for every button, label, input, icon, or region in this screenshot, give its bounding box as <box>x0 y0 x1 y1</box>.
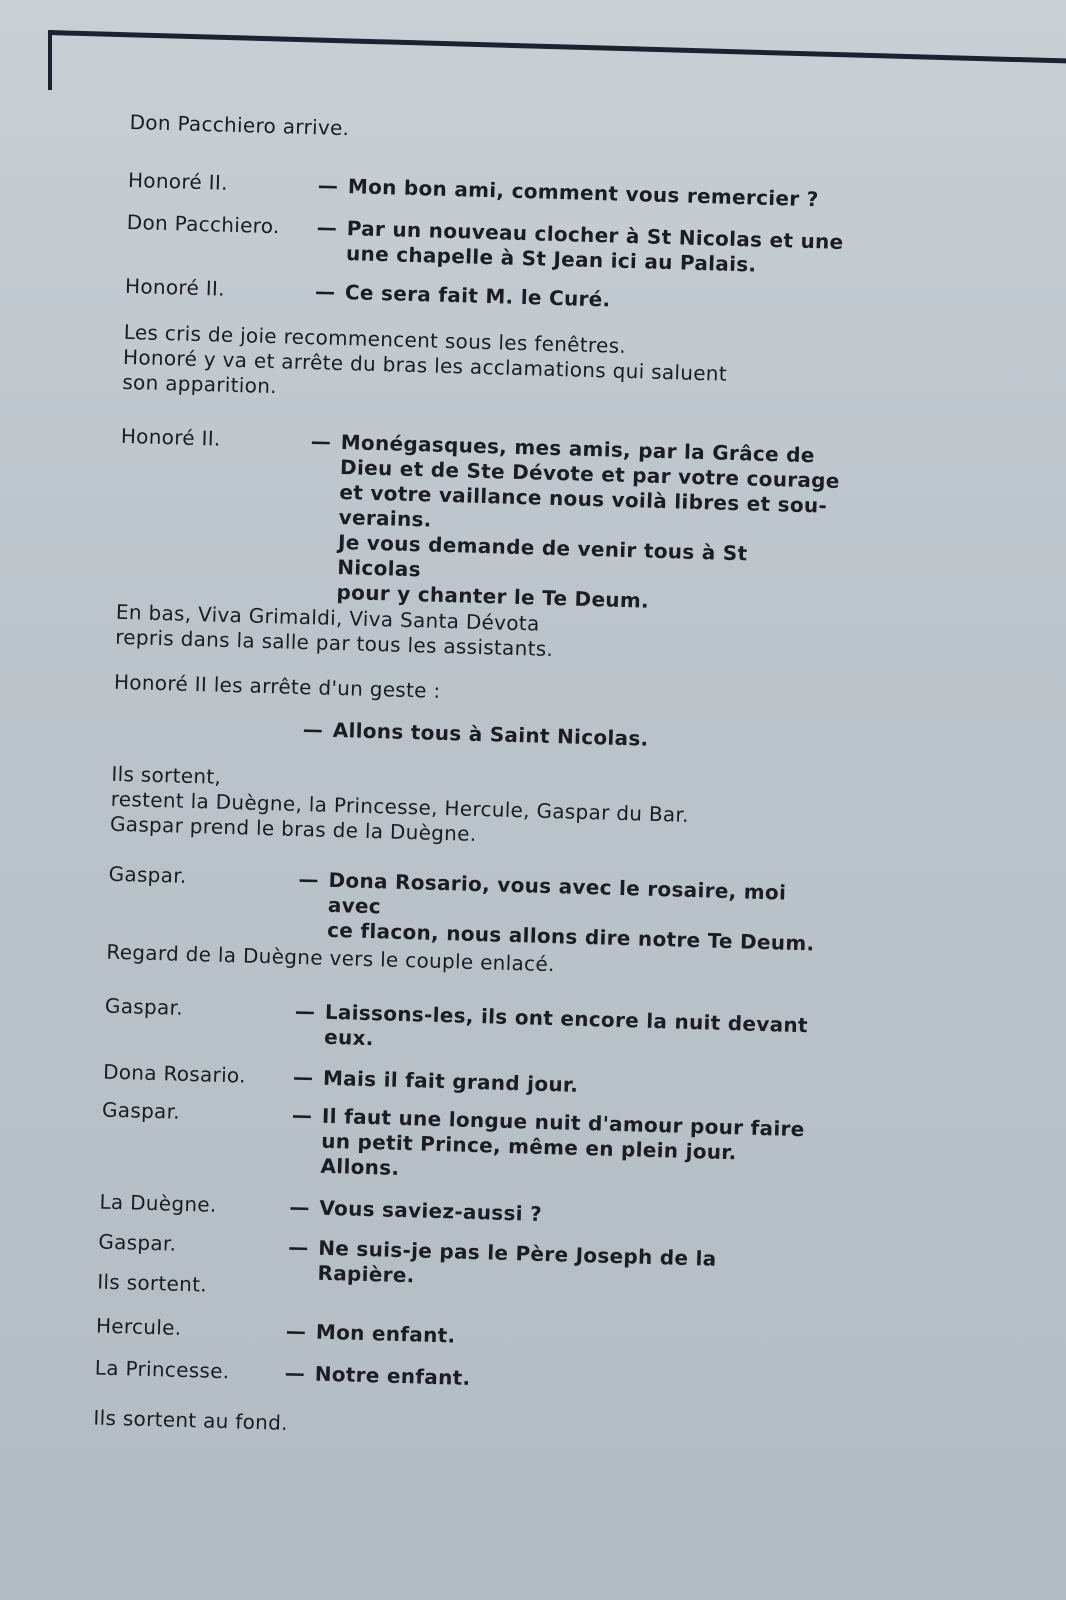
dialogue-dash: — <box>310 429 332 454</box>
dialogue-text: Vous saviez-aussi ? <box>319 1195 543 1226</box>
page-frame-left-border <box>48 30 52 90</box>
speaker-name: Gaspar. <box>98 1229 177 1256</box>
speaker-name: Gaspar. <box>104 993 184 1020</box>
dialogue-text: Mon enfant. <box>315 1319 456 1348</box>
dialogue-dash: — <box>292 1064 314 1090</box>
stage-direction-arrete: Honoré II les arrête d'un geste : <box>113 669 441 703</box>
dialogue-dash: — <box>284 1360 306 1386</box>
dialogue-dash: — <box>302 717 324 742</box>
dialogue-line <box>125 274 946 327</box>
dialogue-dash: — <box>289 1194 311 1220</box>
speaker-name: Honoré II. <box>120 423 221 451</box>
stage-direction-sortent: Ils sortent, restent la Duègne, la Princesse, Hercule, Gaspar du Bar. Gaspar prend le bras de la Duègne. <box>109 761 690 846</box>
stage-direction-sortent: Ils sortent. <box>96 1269 208 1297</box>
dialogue-text: Ne suis-je pas le Père Joseph de la Rapière. <box>317 1235 717 1288</box>
speaker-name: Hercule. <box>95 1313 182 1340</box>
dialogue-text: Dona Rosario, vous avec le rosaire, moi avec ce flacon, nous allons dire notre Te Deum. <box>326 867 815 956</box>
dialogue-line <box>112 712 933 765</box>
dialogue-dash: — <box>291 1102 313 1128</box>
dialogue-text: Monégasques, mes amis, par la Grâce de Dieu et de Ste Dévote et par votre courage et votre vaillance nous voilà libres et sou- verains. Je vous demande de venir tous à St Nicolas pour y chanter le Te Deum. <box>336 430 841 613</box>
dialogue-text: Ce sera fait M. le Curé. <box>344 280 611 312</box>
dialogue-dash: — <box>287 1234 309 1260</box>
dialogue-text: Laissons-les, ils ont encore la nuit devant eux. <box>323 999 809 1051</box>
dialogue-dash: — <box>294 998 316 1024</box>
dialogue-text: Allons tous à Saint Nicolas. <box>332 717 649 751</box>
dialogue-line <box>104 993 925 1051</box>
dialogue-text: Il faut une longue nuit d'amour pour faire un petit Prince, même en plein jour. Allons. <box>320 1103 805 1180</box>
dialogue-text: Mais il fait grand jour. <box>322 1065 579 1097</box>
stage-direction-sortent-fond: Ils sortent au fond. <box>93 1405 289 1435</box>
dialogue-dash: — <box>285 1318 307 1344</box>
speaker-name: Gaspar. <box>108 861 187 888</box>
dialogue-dash: — <box>316 215 338 240</box>
speaker-name: Dona Rosario. <box>102 1059 247 1088</box>
dialogue-text: Mon bon ami, comment vous remercier ? <box>347 174 819 212</box>
speaker-name: La Princesse. <box>94 1355 230 1384</box>
stage-direction-enbas: En bas, Viva Grimaldi, Viva Santa Dévota repris dans la salle par tous les assistants. <box>114 599 554 662</box>
page-frame-top-border <box>48 30 1066 64</box>
dialogue-dash: — <box>317 173 339 198</box>
dialogue-line <box>108 861 929 956</box>
dialogue-line <box>126 209 947 277</box>
speaker-name: Gaspar. <box>101 1097 181 1124</box>
dialogue-text: Notre enfant. <box>314 1361 471 1390</box>
dialogue-dash: — <box>314 279 336 304</box>
stage-direction-regard: Regard de la Duègne vers le couple enlacé. <box>106 939 556 977</box>
speaker-name: Don Pacchiero. <box>126 209 280 239</box>
dialogue-line <box>120 423 941 613</box>
dialogue-text: Par un nouveau clocher à St Nicolas et une une chapelle à St Jean ici au Palais. <box>345 216 844 277</box>
speaker-name: Honoré II. <box>124 273 226 301</box>
stage-direction-arrive: Don Pacchiero arrive. <box>129 110 350 141</box>
dialogue-line <box>94 1356 915 1409</box>
script-page <box>91 110 949 1522</box>
dialogue-dash: — <box>298 867 320 892</box>
speaker-name: La Duègne. <box>99 1189 217 1217</box>
speaker-name: Honoré II. <box>127 167 229 195</box>
stage-direction-cris: Les cris de joie recommencent sous les fenêtres. Honoré y va et arrête du bras les acclamations qui saluent son apparition. <box>122 319 728 399</box>
